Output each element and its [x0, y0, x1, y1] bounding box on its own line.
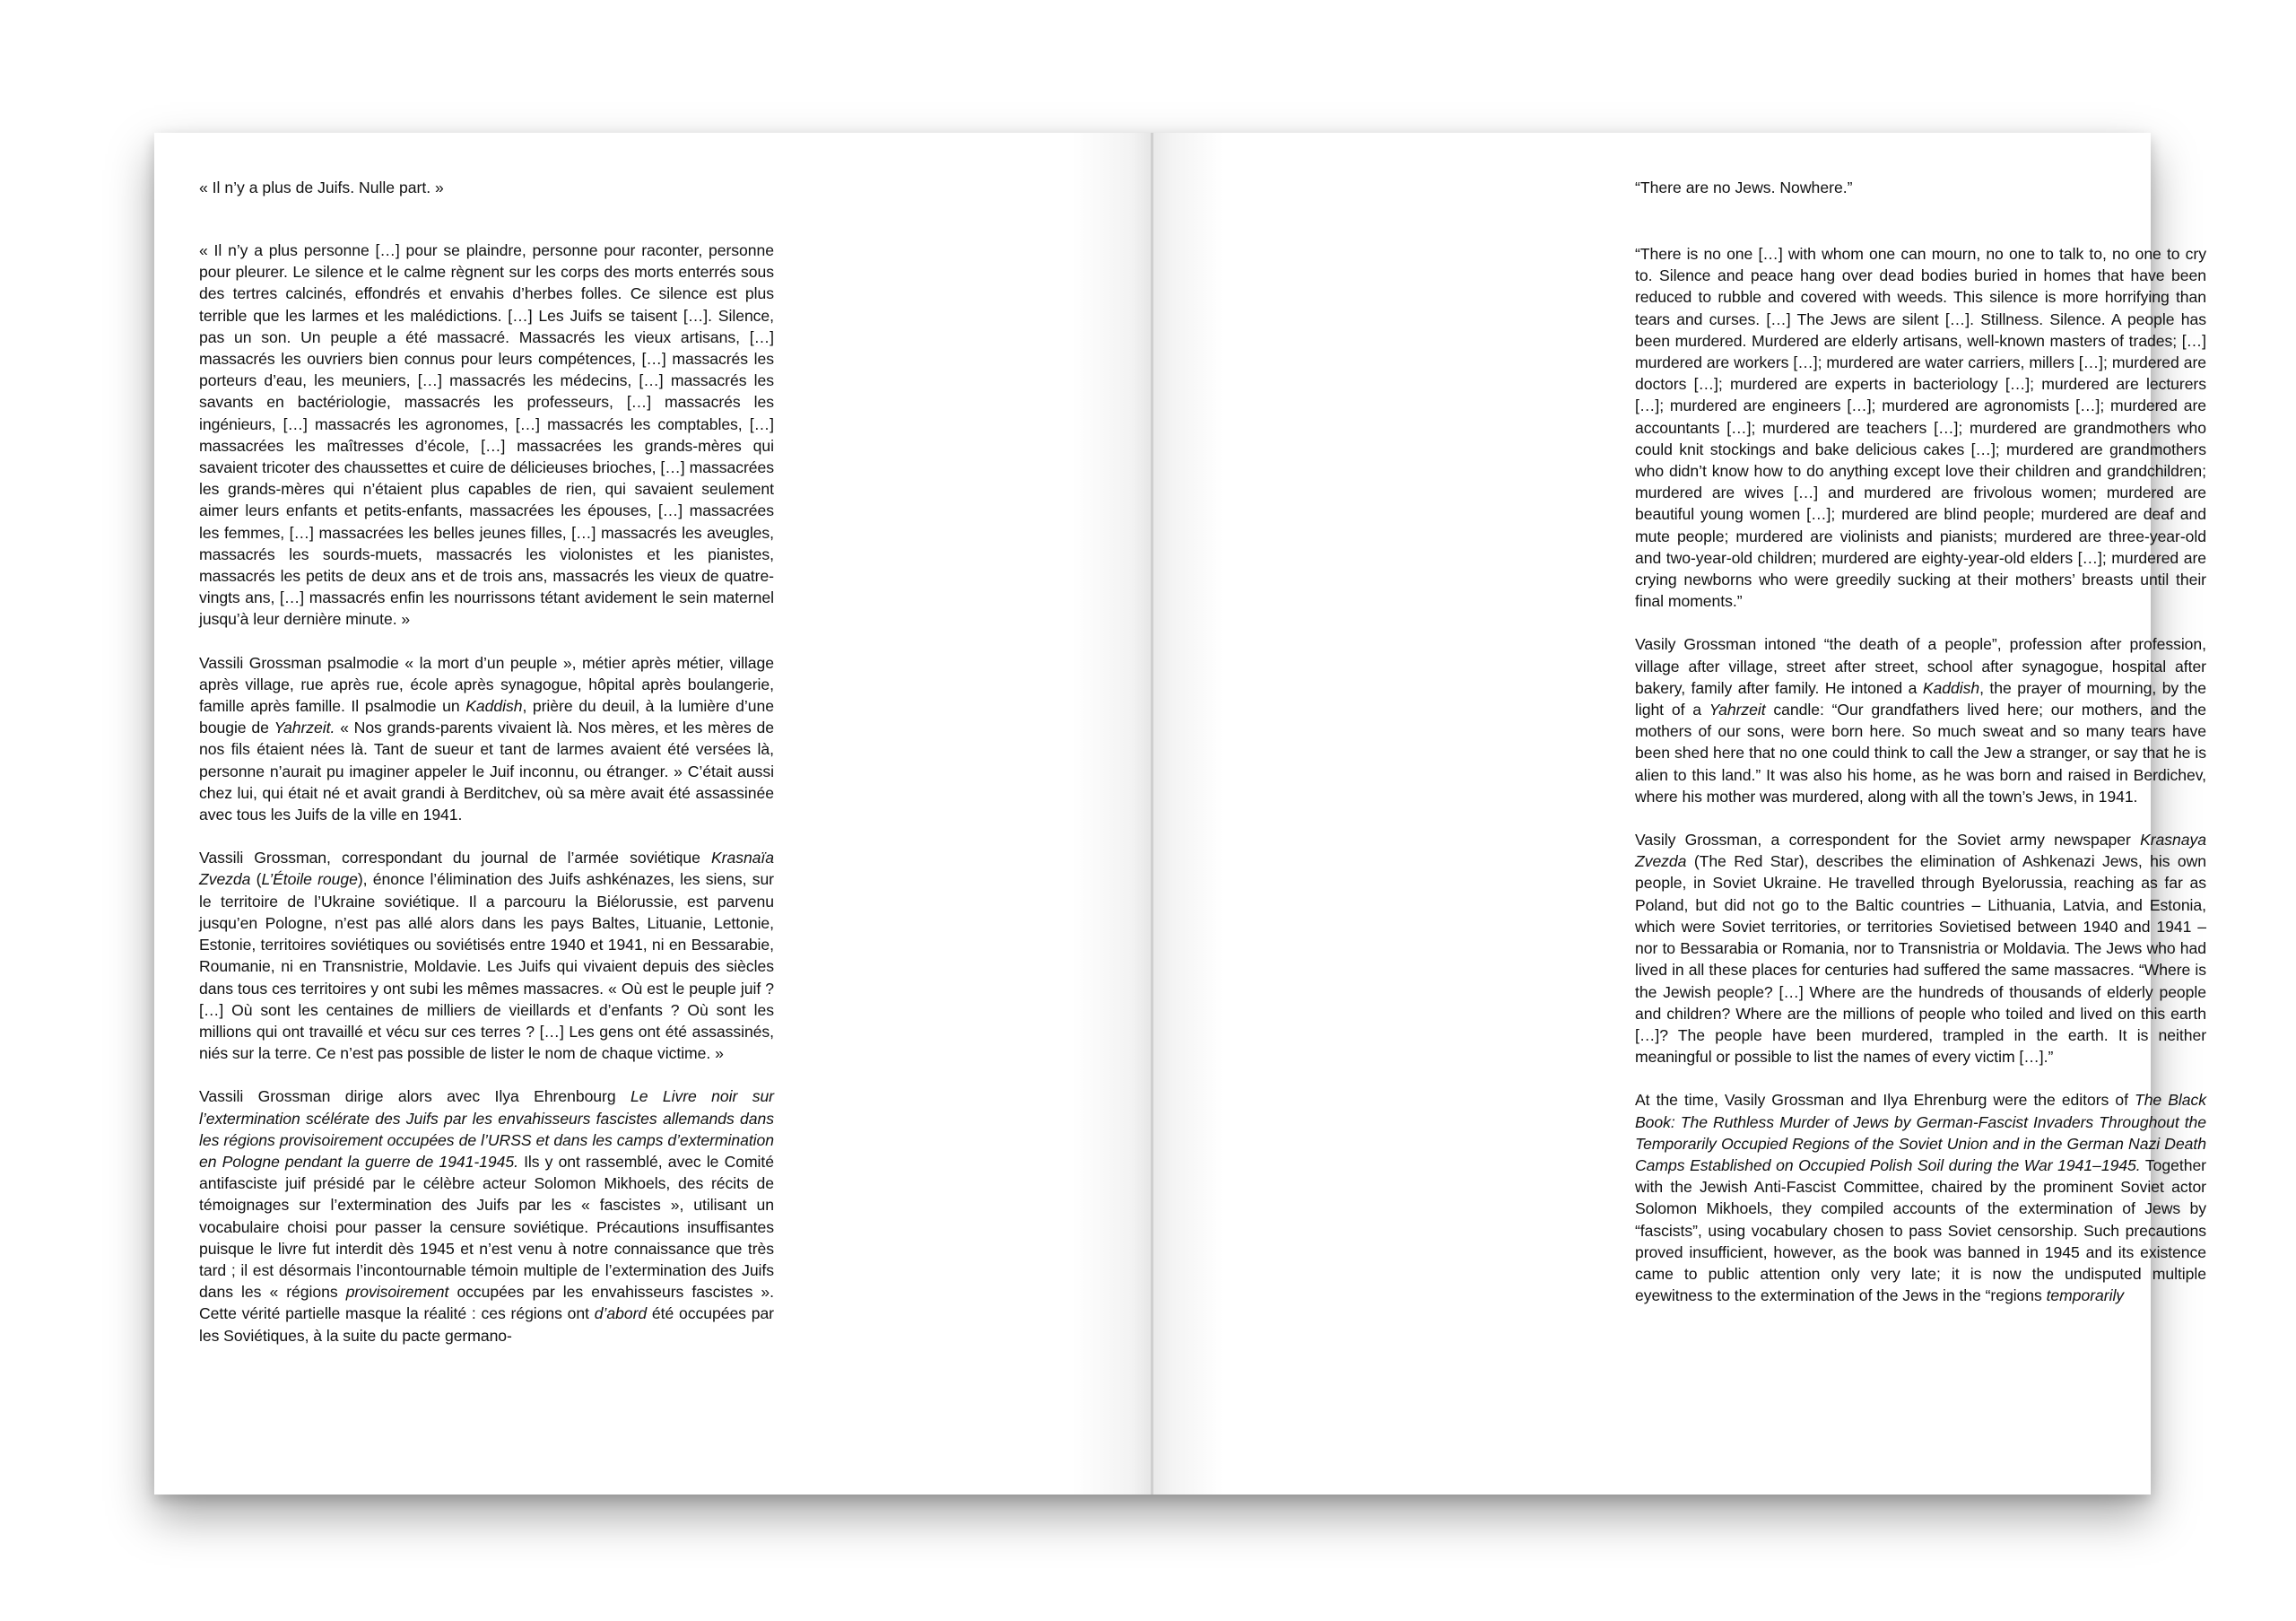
text-span: Vassili Grossman, correspondant du journal de l’armée soviétique [199, 849, 711, 867]
right-page-body [1635, 243, 2206, 1306]
text-span: Vasily Grossman, a correspondent for the Soviet army newspaper [1635, 831, 2141, 850]
right-paragraph-2 [1635, 633, 2206, 807]
italic-term: Yahrzeit [1709, 701, 1766, 719]
italic-term: Kaddish [1922, 678, 1980, 697]
right-page [1153, 133, 2207, 1495]
text-span: occupées par les envahisseurs fascistes ». Cette vérité partielle masque la réalité : ces régions ont [199, 1283, 774, 1323]
right-paragraph-4 [1635, 1089, 2206, 1306]
left-paragraph-3 [199, 847, 774, 1064]
left-paragraph-2 [199, 652, 774, 826]
text-span: , prière du deuil, à la lumière d’une bougie de [199, 697, 774, 737]
italic-term: Kaddish [465, 697, 523, 716]
left-page [154, 133, 1152, 1495]
right-page-title: “There are no Jews. Nowhere.” [1635, 179, 1853, 196]
text-span: At the time, Vasily Grossman and Ilya Ehrenburg were the editors of [1635, 1091, 2135, 1110]
text-span: , the prayer of mourning, by the light of a [1635, 678, 2206, 719]
text-span: « Nos grands-parents vivaient là. Nos mères, et les mères de nos fils étaient nées là. Tant de sueur et tant de larmes avaient été versées là, personne n’aurait pu imaginer appeler le Juif inconnu, ou étranger. » C’était aussi chez lui, qui était né et avait grandi à Berditchev, où sa mère avait été assassinée avec tous les Juifs de la ville en 1941. [199, 719, 774, 824]
left-page-body [199, 240, 774, 1346]
left-paragraph-4 [199, 1085, 774, 1346]
right-paragraph-1: “There is no one […] with whom one can mourn, no one to talk to, no one to cry to. Silence and peace hang over dead bodies buried in homes that have been reduced to rubble and covered with weeds. This silence is more horrifying than tears and curses. […] The Jews are silent […]. Stillness. Silence. A people has been murdered. Murdered are elderly artisans, well-known masters of trades; […] murdered are workers […]; murdered are water carriers, millers […]; murdered are doctors […]; murdered are experts in bacteriology […]; murdered are lecturers […]; murdered are engineers […]; murdered are agronomists […]; murdered are accountants […]; murdered are teachers […]; murdered are grandmothers who could knit stockings and bake delicious cakes […]; murdered are grandmothers who didn’t know how to do anything except love their children and grandchildren; murdered are wives […] and murdered are frivolous women; murdered are beautiful young women […]; murdered are blind people; murdered are deaf and mute people; murdered are violinists and pianists; murdered are three-year-old and two-year-old children; murdered are eighty-year-old elders […]; murdered are crying newborns who were greedily sucking at their mothers’ breasts until their final moments.” [1635, 245, 2206, 611]
italic-term: L’Étoile rouge [261, 870, 358, 889]
italic-term: Krasnaya Zvezda [1635, 831, 2206, 871]
text-span: Vasily Grossman intoned “the death of a people”, profession after profession, village after village, street after street, school after synagogue, hospital after bakery, family after family. He intoned a [1635, 635, 2206, 697]
italic-term: provisoirement [345, 1283, 449, 1302]
open-book [154, 133, 2207, 1495]
italic-book-title: The Black Book: The Ruthless Murder of Jews by German-Fascist Invaders Throughout the Temporarily Occupied Regions of the Soviet Union and in the German Nazi Death Camps Established on Occupied Polish Soil during the War 1941–1945. [1635, 1091, 2207, 1174]
text-span: candle: “Our grandfathers lived here; our mothers, and the mothers of our sons, were born here. So much sweat and so many tears have been shed here that no one could think to call the Jew a stranger, or say that he is alien to this land.” It was also his home, as he was born and raised in Berdichev, where his mother was murdered, along with all the town’s Jews, in 1941. [1635, 701, 2206, 806]
text-span: ( [250, 870, 262, 889]
italic-term: d’abord [594, 1304, 648, 1323]
text-span: été occupées par les Soviétiques, à la suite du pacte germano- [199, 1304, 774, 1345]
text-span: ), énonce l’élimination des Juifs ashkénazes, les siens, sur le territoire de l’Ukraine soviétique. Il a parcouru la Biélorussie, est parvenu jusqu’en Pologne, n’est pas allé alors dans les pays Baltes, Lituanie, Lettonie, Estonie, territoires soviétiques ou soviétisés entre 1940 et 1941, ni en Bessarabie, Roumanie, ni en Transnistrie, Moldavie. Les Juifs qui vivaient depuis des siècles dans tous ces territoires y ont subi les mêmes massacres. « Où est le peuple juif ? […] Où sont les centaines de milliers de vieillards et d’enfants ? Où sont les millions qui ont travaillé et vécu sur ces terres ? […] Les gens ont été assassinés, niés sur la terre. Ce n’est pas possible de lister le nom de chaque victime. » [199, 870, 774, 1063]
italic-term: Yahrzeit. [274, 719, 335, 737]
left-paragraph-1: « Il n’y a plus personne […] pour se plaindre, personne pour raconter, personne pour pleurer. Le silence et le calme règnent sur les corps des morts enterrés sous des tertres calcinés, effondrés et envahis d’herbes folles. Ce silence est plus terrible que les larmes et les malédictions. […] Les Juifs se taisent […]. Silence, pas un son. Un peuple a été massacré. Massacrés les vieux artisans, […] massacrés les ouvriers bien connus pour leurs compétences, […] massacrés les porteurs d’eau, les meuniers, […] massacrés les médecins, […] massacrés les savants en bactériologie, massacrés les professeurs, […] massacrés les ingénieurs, […] massacrés les agronomes, […] massacrés les comptables, […] massacrées les maîtresses d’école, […] massacrées les grands-mères qui savaient tricoter des chaussettes et cuire de délicieuses brioches, […] massacrées les grands-mères qui n’étaient plus capables de rien, qui savaient seulement aimer leurs enfants et petits-enfants, massacrées les épouses, […] massacrées les femmes, […] massacrées les belles jeunes filles, […] massacrés les aveugles, massacrés les sourds-muets, massacrés les violonistes et les pianistes, massacrés les petits de deux ans et de trois ans, massacrés les vieux de quatre-vingts ans, […] massacrés enfin les nourrissons tétant avidement le sein maternel jusqu’à leur dernière minute. » [199, 241, 774, 629]
right-paragraph-3 [1635, 829, 2206, 1068]
italic-book-title: Le Livre noir sur l’extermination scélérate des Juifs par les envahisseurs fascistes allemands dans les régions provisoirement occupées de l’URSS et dans les camps d’extermination en Pologne pendant la guerre de 1941-1945. [199, 1087, 774, 1171]
text-span: Together with the Jewish Anti-Fascist Committee, chaired by the prominent Soviet actor Solomon Mikhoels, they compiled accounts of the extermination of Jews by “fascists”, using vocabulary chosen to pass Soviet censorship. Such precautions proved insufficient, however, as the book was banned in 1945 and its existence came to public attention only very late; it is now the undisputed multiple eyewitness to the extermination of the Jews in the “regions [1635, 1155, 2206, 1305]
italic-term: Krasnaïa Zvezda [199, 849, 774, 889]
italic-term: temporarily [2046, 1286, 2125, 1305]
text-span: Vassili Grossman dirige alors avec Ilya Ehrenbourg [199, 1087, 631, 1106]
text-span: Ils y ont rassemblé, avec le Comité antifasciste juif présidé par le célèbre acteur Solomon Mikhoels, des récits de témoignages sur l’extermination des Juifs par les « fascistes », utilisant un vocabulaire choisi pour passer la censure soviétique. Précautions insuffisantes puisque le livre fut interdit dès 1945 et n’est venu à notre connaissance que très tard ; il est désormais l’incontournable témoin multiple de l’extermination des Juifs dans les « régions [199, 1152, 774, 1302]
text-span: Vassili Grossman psalmodie « la mort d’un peuple », métier après métier, village après village, rue après rue, école après synagogue, hôpital après boulangerie, famille après famille. Il psalmodie un [199, 653, 774, 716]
text-span: (The Red Star), describes the elimination of Ashkenazi Jews, his own people, in Soviet Ukraine. He travelled through Byelorussia, reaching as far as Poland, but did not go to the Baltic countries – Lithuania, Latvia, and Estonia, which were Soviet territories, or territories Sovietised between 1940 and 1941 – nor to Bessarabia or Romania, nor to Transnistria or Moldavia. The Jews who had lived in all these places for centuries had suffered the same massacres. “Where is the Jewish people? […] Where are the hundreds of thousands of elderly people and children? Where are the millions of people who toiled and lived on this earth […]? The people have been murdered, trampled in the earth. It is neither meaningful or possible to list the names of every victim […].” [1635, 852, 2206, 1067]
left-page-title: « Il n’y a plus de Juifs. Nulle part. » [199, 179, 444, 196]
